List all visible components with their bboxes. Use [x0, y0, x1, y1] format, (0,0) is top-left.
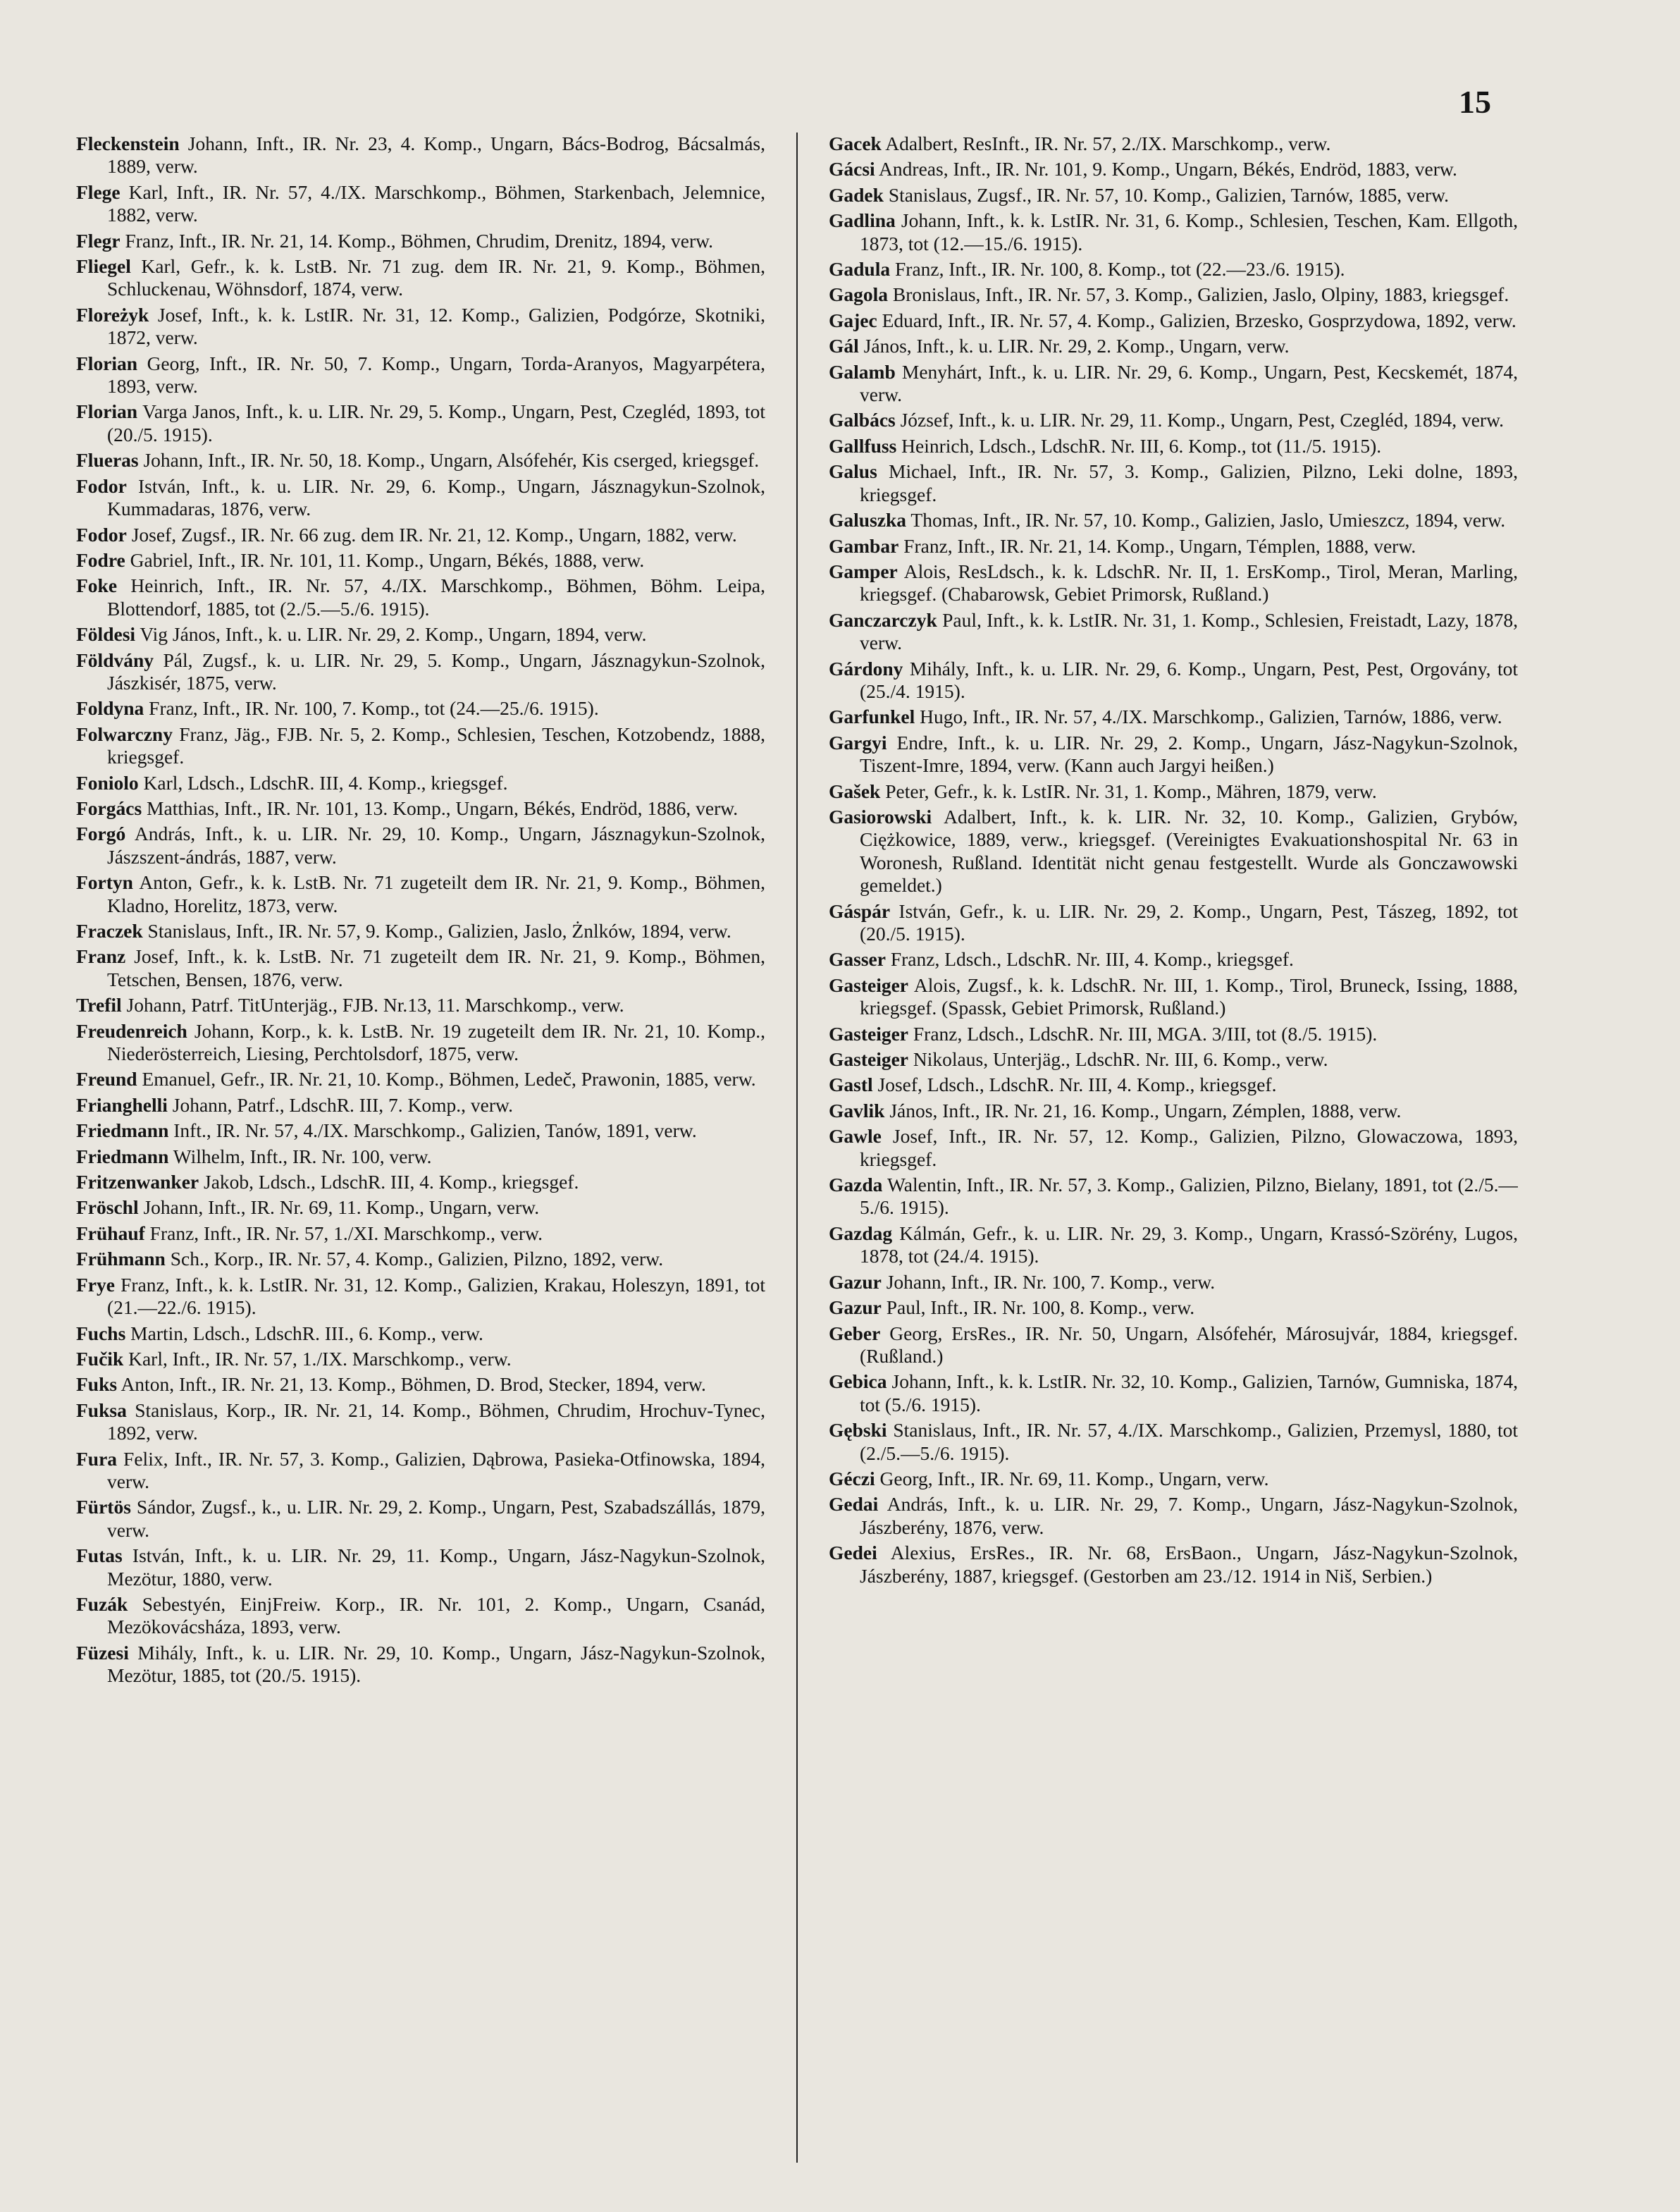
entry-details: Franz, Inft., IR. Nr. 21, 14. Komp., Böhmen, Chrudim, Drenitz, 1894, verw. [120, 229, 714, 252]
entry-details: Paul, Inft., k. k. LstIR. Nr. 31, 1. Komp., Schlesien, Freistadt, Lazy, 1878, verw. [860, 608, 1518, 654]
entry-details: Vig János, Inft., k. u. LIR. Nr. 29, 2. Komp., Ungarn, 1894, verw. [135, 623, 647, 646]
entry-details: Karl, Inft., IR. Nr. 57, 4./IX. Marschkomp., Böhmen, Starkenbach, Jelemnice, 1882, verw. [107, 180, 765, 226]
entry-surname: Gajec [829, 309, 877, 331]
list-entry [829, 1271, 1518, 1294]
entry-details: Alexius, ErsRes., IR. Nr. 68, ErsBaon., Ungarn, Jász-Nagykun-Szolnok, Jászberény, 1887, kriegsgef. (Gestorben am 23./12. 1914 in Niš, Serbien.) [860, 1542, 1518, 1587]
entry-details: Stanislaus, Korp., IR. Nr. 21, 14. Komp., Böhmen, Chrudim, Hrochuv-Tynec, 1892, verw. [107, 1399, 765, 1444]
entry-details: Stanislaus, Zugsf., IR. Nr. 57, 10. Komp., Galizien, Tarnów, 1885, verw. [883, 183, 1450, 206]
entry-surname: Gasiorowski [829, 805, 932, 828]
list-entry [829, 158, 1518, 180]
list-entry [76, 920, 765, 942]
list-entry [76, 574, 765, 620]
entry-details: Martin, Ldsch., LdschR. III., 6. Komp., verw. [125, 1322, 483, 1344]
entry-surname: Gedei [829, 1542, 877, 1564]
entry-surname: Fodre [76, 548, 125, 571]
list-entry [76, 1094, 765, 1117]
entry-details: Josef, Ldsch., LdschR. Nr. III, 4. Komp., kriegsgef. [872, 1074, 1277, 1096]
entry-details: Heinrich, Inft., IR. Nr. 57, 4./IX. Marschkomp., Böhmen, Böhm. Leipa, Blottendorf, 1885, tot (2./5.—5./6. 1915). [107, 574, 765, 620]
list-entry [829, 361, 1518, 407]
entry-surname: Fodor [76, 523, 127, 546]
entry-details: Nikolaus, Unterjäg., LdschR. Nr. III, 6. Komp., verw. [908, 1048, 1328, 1071]
entry-surname: Gárdony [829, 657, 903, 680]
entry-details: Felix, Inft., IR. Nr. 57, 3. Komp., Galizien, Dąbrowa, Pasieka-Otfinowska, 1894, verw. [107, 1447, 765, 1492]
entry-surname: Galbács [829, 409, 896, 431]
entry-surname: Friedmann [76, 1119, 169, 1142]
list-entry [76, 1348, 765, 1370]
entry-details: Franz, Inft., IR. Nr. 21, 14. Komp., Ungarn, Témplen, 1888, verw. [898, 534, 1416, 557]
entry-details: Franz, Jäg., FJB. Nr. 5, 2. Komp., Schlesien, Teschen, Kotzobendz, 1888, kriegsgef. [107, 723, 765, 768]
entry-surname: Gawle [829, 1125, 882, 1148]
entry-surname: Gasser [829, 948, 886, 971]
entry-surname: Frianghelli [76, 1093, 168, 1116]
list-entry [76, 524, 765, 546]
entry-details: Kálmán, Gefr., k. u. LIR. Nr. 29, 3. Komp., Ungarn, Krassó-Szörény, Lugos, 1878, tot (24./4. 1915). [860, 1222, 1518, 1267]
entry-surname: Frühmann [76, 1248, 166, 1270]
entry-details: Karl, Ldsch., LdschR. III, 4. Komp., kriegsgef. [138, 771, 508, 794]
entry-surname: Gadlina [829, 209, 896, 232]
entry-details: Andreas, Inft., IR. Nr. 101, 9. Komp., Ungarn, Békés, Endröd, 1883, verw. [875, 158, 1457, 180]
list-entry [829, 1174, 1518, 1219]
entry-surname: Fuchs [76, 1322, 126, 1344]
page-number: 15 [1459, 84, 1491, 120]
right-column [829, 133, 1518, 2163]
entry-surname: Gagola [829, 283, 889, 306]
entry-surname: Fritzenwanker [76, 1171, 199, 1193]
list-entry [829, 1100, 1518, 1122]
entry-surname: Fliegel [76, 255, 131, 278]
entry-surname: Freudenreich [76, 1019, 187, 1042]
list-entry [76, 549, 765, 572]
list-entry [76, 994, 765, 1016]
entry-details: Josef, Inft., k. k. LstB. Nr. 71 zugeteilt dem IR. Nr. 21, 9. Komp., Böhmen, Tetschen, Bensen, 1876, verw. [107, 945, 765, 990]
list-entry [829, 1125, 1518, 1171]
entry-details: Thomas, Inft., IR. Nr. 57, 10. Komp., Galizien, Jaslo, Umieszcz, 1894, verw. [906, 509, 1506, 532]
list-entry [829, 309, 1518, 332]
entry-details: Sebestyén, EinjFreiw. Korp., IR. Nr. 101, 2. Komp., Ungarn, Csanád, Mezökovácsháza, 1893, verw. [107, 1592, 765, 1638]
entry-surname: Fürtös [76, 1496, 131, 1518]
list-entry [829, 1468, 1518, 1490]
list-entry [76, 352, 765, 398]
entry-details: Franz, Ldsch., LdschR. Nr. III, 4. Komp., kriegsgef. [885, 948, 1294, 971]
entry-surname: Garfunkel [829, 706, 915, 728]
list-entry [76, 649, 765, 695]
entry-columns [76, 133, 1518, 2163]
left-column [76, 133, 765, 2163]
entry-surname: Foke [76, 574, 118, 597]
entry-details: Johann, Inft., IR. Nr. 69, 11. Komp., Ungarn, verw. [138, 1196, 540, 1219]
entry-surname: Gadula [829, 258, 891, 281]
entry-details: Pál, Zugsf., k. u. LIR. Nr. 29, 5. Komp., Ungarn, Jásznagykun-Szolnok, Jászkisér, 1875, verw. [107, 649, 765, 694]
entry-details: Jakob, Ldsch., LdschR. III, 4. Komp., kriegsgef. [199, 1171, 579, 1193]
column-divider [796, 133, 798, 2163]
entry-details: Josef, Inft., IR. Nr. 57, 12. Komp., Galizien, Pilzno, Glowaczowa, 1893, kriegsgef. [860, 1125, 1518, 1170]
entry-surname: Friedmann [76, 1145, 169, 1167]
list-entry [829, 335, 1518, 357]
list-entry [76, 133, 765, 178]
entry-surname: Foniolo [76, 771, 139, 794]
entry-surname: Fuks [76, 1373, 118, 1396]
entry-details: Franz, Ldsch., LdschR. Nr. III, MGA. 3/III, tot (8./5. 1915). [908, 1022, 1378, 1045]
list-entry [829, 1222, 1518, 1268]
list-entry [76, 1496, 765, 1542]
entry-details: Johann, Inft., IR. Nr. 100, 7. Komp., verw. [881, 1270, 1216, 1293]
entry-surname: Gedai [829, 1493, 879, 1516]
list-entry [829, 1296, 1518, 1319]
list-entry [76, 945, 765, 991]
entry-surname: Fraczek [76, 920, 143, 942]
entry-details: Alois, ResLdsch., k. k. LdschR. Nr. II, 1. ErsKomp., Tirol, Meran, Marling, kriegsgef. (Chabarowsk, Gebiet Primorsk, Rußland.) [860, 560, 1518, 606]
entry-surname: Gamper [829, 560, 898, 582]
entry-details: Peter, Gefr., k. k. LstIR. Nr. 31, 1. Komp., Mähren, 1879, verw. [880, 780, 1377, 802]
entry-details: Georg, ErsRes., IR. Nr. 50, Ungarn, Alsófehér, Márosujvár, 1884, kriegsgef. (Rußland.) [860, 1322, 1518, 1367]
entry-surname: Gašek [829, 780, 881, 802]
entry-details: Heinrich, Ldsch., LdschR. Nr. III, 6. Komp., tot (11./5. 1915). [896, 434, 1382, 457]
entry-details: Johann, Korp., k. k. LstB. Nr. 19 zugeteilt dem IR. Nr. 21, 10. Komp., Niederösterreich, Liesing, Perchtolsdorf, 1875, verw. [107, 1019, 765, 1065]
entry-surname: Gadek [829, 183, 884, 206]
entry-details: Johann, Inft., IR. Nr. 23, 4. Komp., Ungarn, Bács-Bodrog, Bácsalmás, 1889, verw. [107, 133, 765, 178]
list-entry [829, 560, 1518, 606]
entry-surname: Fuzák [76, 1592, 128, 1615]
list-entry [76, 255, 765, 301]
entry-surname: Fröschl [76, 1196, 139, 1219]
list-entry [76, 1593, 765, 1639]
list-entry [76, 1068, 765, 1090]
entry-details: Georg, Inft., IR. Nr. 50, 7. Komp., Ungarn, Torda-Aranyos, Magyarpétera, 1893, verw. [107, 352, 765, 398]
list-entry [829, 1048, 1518, 1071]
list-entry [829, 1322, 1518, 1368]
entry-details: Anton, Gefr., k. k. LstB. Nr. 71 zugeteilt dem IR. Nr. 21, 9. Komp., Böhmen, Kladno, Horelitz, 1873, verw. [107, 871, 765, 916]
entry-details: Franz, Inft., IR. Nr. 100, 8. Komp., tot (22.—23./6. 1915). [890, 258, 1345, 281]
entry-surname: Flege [76, 180, 121, 203]
list-entry [76, 1544, 765, 1590]
entry-surname: Gasteiger [829, 1022, 909, 1045]
entry-details: András, Inft., k. u. LIR. Nr. 29, 7. Komp., Ungarn, Jász-Nagykun-Szolnok, Jászberény, 1876, verw. [860, 1493, 1518, 1538]
list-entry [829, 806, 1518, 897]
entry-surname: Forgó [76, 823, 126, 845]
entry-surname: Gazdag [829, 1222, 893, 1244]
entry-details: Michael, Inft., IR. Nr. 57, 3. Komp., Galizien, Pilzno, Leki dolne, 1893, kriegsgef. [860, 460, 1518, 505]
entry-details: Johann, Inft., k. k. LstIR. Nr. 31, 6. Komp., Schlesien, Teschen, Kam. Ellgoth, 1873, tot (12.—15./6. 1915). [860, 209, 1518, 254]
entry-details: Johann, Patrf., LdschR. III, 7. Komp., verw. [167, 1093, 513, 1116]
entry-details: Bronislaus, Inft., IR. Nr. 57, 3. Komp., Galizien, Jaslo, Olpiny, 1883, kriegsgef. [888, 283, 1509, 306]
list-entry [76, 1020, 765, 1066]
list-entry [829, 780, 1518, 803]
entry-surname: Flegr [76, 229, 121, 252]
list-entry [76, 697, 765, 720]
list-entry [829, 184, 1518, 207]
entry-surname: Trefil [76, 994, 122, 1016]
entry-details: József, Inft., k. u. LIR. Nr. 29, 11. Komp., Ungarn, Pest, Czegléd, 1894, verw. [895, 409, 1505, 431]
list-entry [76, 1373, 765, 1396]
entry-details: Franz, Inft., IR. Nr. 100, 7. Komp., tot (24.—25./6. 1915). [144, 697, 599, 720]
entry-details: István, Gefr., k. u. LIR. Nr. 29, 2. Komp., Ungarn, Pest, Tászeg, 1892, tot (20./5. 1915). [860, 899, 1518, 945]
list-entry [76, 1119, 765, 1142]
entry-surname: Gallfuss [829, 434, 897, 457]
entry-details: Adalbert, ResInft., IR. Nr. 57, 2./IX. Marschkomp., verw. [881, 133, 1331, 154]
entry-surname: Gambar [829, 534, 899, 557]
entry-surname: Geber [829, 1322, 881, 1344]
list-entry [829, 900, 1518, 946]
list-entry [76, 181, 765, 227]
entry-surname: Gastl [829, 1074, 873, 1096]
list-entry [76, 797, 765, 820]
list-entry [76, 1222, 765, 1245]
list-entry [829, 948, 1518, 971]
entry-surname: Floreżyk [76, 303, 149, 326]
entry-surname: Gargyi [829, 731, 887, 754]
list-entry [829, 409, 1518, 431]
list-entry [76, 1448, 765, 1494]
list-entry [829, 1074, 1518, 1096]
entry-details: Varga Janos, Inft., k. u. LIR. Nr. 29, 5. Komp., Ungarn, Pest, Czegléd, 1893, tot (20./5. 1915). [107, 400, 765, 446]
entry-details: Franz, Inft., k. k. LstIR. Nr. 31, 12. Komp., Galizien, Krakau, Holeszyn, 1891, tot (21.—22./6. 1915). [107, 1273, 765, 1319]
list-entry [829, 1493, 1518, 1539]
entry-details: Mihály, Inft., k. u. LIR. Nr. 29, 10. Komp., Ungarn, Jász-Nagykun-Szolnok, Mezötur, 1885, tot (20./5. 1915). [107, 1641, 765, 1687]
entry-details: Karl, Inft., IR. Nr. 57, 1./IX. Marschkomp., verw. [123, 1347, 512, 1370]
entry-surname: Géczi [829, 1467, 875, 1489]
list-entry [76, 823, 765, 868]
list-entry [76, 449, 765, 472]
list-entry [829, 460, 1518, 506]
list-entry [76, 623, 765, 646]
entry-details: Johann, Inft., IR. Nr. 50, 18. Komp., Ungarn, Alsófehér, Kis cserged, kriegsgef. [138, 449, 760, 472]
list-entry [76, 1171, 765, 1193]
list-entry [829, 658, 1518, 703]
list-entry [76, 230, 765, 252]
entry-surname: Gacek [829, 133, 882, 154]
entry-details: Menyhárt, Inft., k. u. LIR. Nr. 29, 6. Komp., Ungarn, Pest, Kecskemét, 1874, verw. [860, 360, 1518, 406]
entry-surname: Forgács [76, 797, 142, 819]
list-entry [76, 1196, 765, 1219]
entry-surname: Freund [76, 1068, 137, 1090]
list-entry [829, 1419, 1518, 1465]
list-entry [829, 535, 1518, 558]
list-entry [829, 1370, 1518, 1416]
entry-details: Paul, Inft., IR. Nr. 100, 8. Komp., verw. [881, 1296, 1195, 1319]
list-entry [76, 475, 765, 521]
entry-details: Johann, Patrf. TitUnterjäg., FJB. Nr.13, 11. Marschkomp., verw. [121, 994, 624, 1016]
entry-surname: Gácsi [829, 158, 875, 180]
entry-details: Stanislaus, Inft., IR. Nr. 57, 9. Komp., Galizien, Jaslo, Żnlków, 1894, verw. [142, 920, 731, 942]
entry-details: Alois, Zugsf., k. k. LdschR. Nr. III, 1. Komp., Tirol, Bruneck, Issing, 1888, kriegsgef. (Spassk, Gebiet Primorsk, Rußland.) [860, 973, 1518, 1019]
list-entry [829, 609, 1518, 655]
entry-surname: Gáspár [829, 899, 891, 922]
entry-surname: Gazda [829, 1174, 883, 1196]
entry-surname: Gebica [829, 1370, 887, 1393]
entry-details: Josef, Zugsf., IR. Nr. 66 zug. dem IR. Nr. 21, 12. Komp., Ungarn, 1882, verw. [126, 523, 737, 546]
list-entry [829, 974, 1518, 1020]
list-entry [76, 400, 765, 446]
list-entry [76, 723, 765, 769]
list-entry [76, 1642, 765, 1688]
entry-details: István, Inft., k. u. LIR. Nr. 29, 11. Komp., Ungarn, Jász-Nagykun-Szolnok, Mezötur, 1880, verw. [107, 1544, 765, 1590]
entry-details: Matthias, Inft., IR. Nr. 101, 13. Komp., Ungarn, Békés, Endröd, 1886, verw. [142, 797, 739, 819]
entry-details: Sándor, Zugsf., k., u. LIR. Nr. 29, 2. Komp., Ungarn, Pest, Szabadszállás, 1879, verw. [107, 1496, 765, 1541]
entry-details: Inft., IR. Nr. 57, 4./IX. Marschkomp., Galizien, Tanów, 1891, verw. [168, 1119, 697, 1142]
entry-details: Georg, Inft., IR. Nr. 69, 11. Komp., Ungarn, verw. [875, 1467, 1269, 1489]
entry-surname: Fuksa [76, 1399, 127, 1421]
entry-details: Hugo, Inft., IR. Nr. 57, 4./IX. Marschkomp., Galizien, Tarnów, 1886, verw. [915, 706, 1502, 728]
entry-details: János, Inft., IR. Nr. 21, 16. Komp., Ungarn, Zémplen, 1888, verw. [884, 1099, 1402, 1122]
entry-surname: Földvány [76, 649, 154, 671]
entry-details: Karl, Gefr., k. k. LstB. Nr. 71 zug. dem IR. Nr. 21, 9. Komp., Böhmen, Schluckenau, Wöhnsdorf, 1874, verw. [107, 255, 765, 300]
entry-surname: Frye [76, 1273, 115, 1296]
list-entry [76, 304, 765, 350]
entry-surname: Gazur [829, 1270, 882, 1293]
entry-details: Franz, Inft., IR. Nr. 57, 1./XI. Marschkomp., verw. [144, 1222, 543, 1244]
entry-surname: Florian [76, 352, 138, 374]
entry-details: Gabriel, Inft., IR. Nr. 101, 11. Komp., Ungarn, Békés, 1888, verw. [125, 548, 645, 571]
entry-details: Josef, Inft., k. k. LstIR. Nr. 31, 12. Komp., Galizien, Podgórze, Skotniki, 1872, verw. [107, 303, 765, 349]
entry-surname: Galus [829, 460, 877, 483]
list-entry [76, 1145, 765, 1168]
entry-details: István, Inft., k. u. LIR. Nr. 29, 6. Komp., Ungarn, Jásznagykun-Szolnok, Kummadaras, 1876, verw. [107, 474, 765, 520]
entry-surname: Füzesi [76, 1641, 129, 1664]
entry-details: Anton, Inft., IR. Nr. 21, 13. Komp., Böhmen, D. Brod, Stecker, 1894, verw. [117, 1373, 706, 1396]
list-entry [829, 435, 1518, 457]
entry-surname: Ganczarczyk [829, 608, 937, 631]
list-entry [76, 772, 765, 794]
entry-surname: Fodor [76, 474, 127, 497]
entry-details: Stanislaus, Inft., IR. Nr. 57, 4./IX. Marschkomp., Galizien, Przemysl, 1880, tot (2./5.—5./6. 1915). [860, 1419, 1518, 1464]
list-entry [76, 1399, 765, 1445]
entry-surname: Fleckenstein [76, 133, 180, 154]
entry-details: Adalbert, Inft., k. k. LIR. Nr. 32, 10. Komp., Galizien, Grybów, Ciężkowice, 1889, verw., kriegsgef. (Vereinigtes Evakuationshospital Nr. 63 in Woronesh, Rußland. Identität nicht genau festgestellt. Wurde als Gonczawowski gemeldet.) [860, 805, 1518, 897]
entry-surname: Franz [76, 945, 126, 968]
entry-details: Endre, Inft., k. u. LIR. Nr. 29, 2. Komp., Ungarn, Jász-Nagykun-Szolnok, Tiszent-Imre, 1894, verw. (Kann auch Jargyi heißen.) [860, 731, 1518, 777]
list-entry [829, 706, 1518, 728]
list-entry [829, 1023, 1518, 1045]
entry-surname: Florian [76, 400, 138, 423]
entry-surname: Galuszka [829, 509, 907, 532]
entry-surname: Futas [76, 1544, 123, 1567]
list-entry [829, 509, 1518, 532]
entry-details: Emanuel, Gefr., IR. Nr. 21, 10. Komp., Böhmen, Ledeč, Prawonin, 1885, verw. [137, 1068, 756, 1090]
entry-surname: Flueras [76, 449, 139, 472]
entry-details: Mihály, Inft., k. u. LIR. Nr. 29, 6. Komp., Ungarn, Pest, Pest, Orgovány, tot (25./4. 1915). [860, 657, 1518, 702]
entry-surname: Galamb [829, 360, 896, 383]
entry-surname: Frühauf [76, 1222, 145, 1244]
list-entry [829, 133, 1518, 155]
entry-surname: Gasteiger [829, 973, 909, 996]
entry-details: János, Inft., k. u. LIR. Nr. 29, 2. Komp., Ungarn, verw. [858, 335, 1290, 357]
entry-surname: Fortyn [76, 871, 133, 894]
entry-details: Wilhelm, Inft., IR. Nr. 100, verw. [168, 1145, 432, 1167]
list-entry [829, 209, 1518, 255]
entry-details: Eduard, Inft., IR. Nr. 57, 4. Komp., Galizien, Brzesko, Gosprzydowa, 1892, verw. [877, 309, 1517, 331]
entry-details: Walentin, Inft., IR. Nr. 57, 3. Komp., Galizien, Pilzno, Bielany, 1891, tot (2./5.—5./6. 1915). [860, 1174, 1518, 1219]
entry-surname: Folwarczny [76, 723, 173, 745]
entry-details: Johann, Inft., k. k. LstIR. Nr. 32, 10. Komp., Galizien, Tarnów, Gumniska, 1874, tot (5./6. 1915). [860, 1370, 1518, 1415]
entry-surname: Fučik [76, 1347, 124, 1370]
entry-surname: Földesi [76, 623, 136, 646]
entry-surname: Foldyna [76, 697, 144, 720]
entry-details: Sch., Korp., IR. Nr. 57, 4. Komp., Galizien, Pilzno, 1892, verw. [165, 1248, 664, 1270]
entry-surname: Fura [76, 1447, 118, 1470]
list-entry [76, 1322, 765, 1345]
entry-surname: Gál [829, 335, 859, 357]
list-entry [76, 871, 765, 917]
entry-surname: Gavlik [829, 1099, 885, 1122]
entry-surname: Gazur [829, 1296, 882, 1319]
entry-surname: Gębski [829, 1419, 887, 1442]
list-entry [829, 258, 1518, 281]
list-entry [829, 1542, 1518, 1587]
entry-details: András, Inft., k. u. LIR. Nr. 29, 10. Komp., Ungarn, Jásznagykun-Szolnok, Jászszent-ándrás, 1887, verw. [107, 823, 765, 868]
list-entry [76, 1274, 765, 1320]
entry-surname: Gasteiger [829, 1048, 909, 1071]
list-entry [76, 1248, 765, 1270]
list-entry [829, 283, 1518, 306]
list-entry [829, 732, 1518, 778]
